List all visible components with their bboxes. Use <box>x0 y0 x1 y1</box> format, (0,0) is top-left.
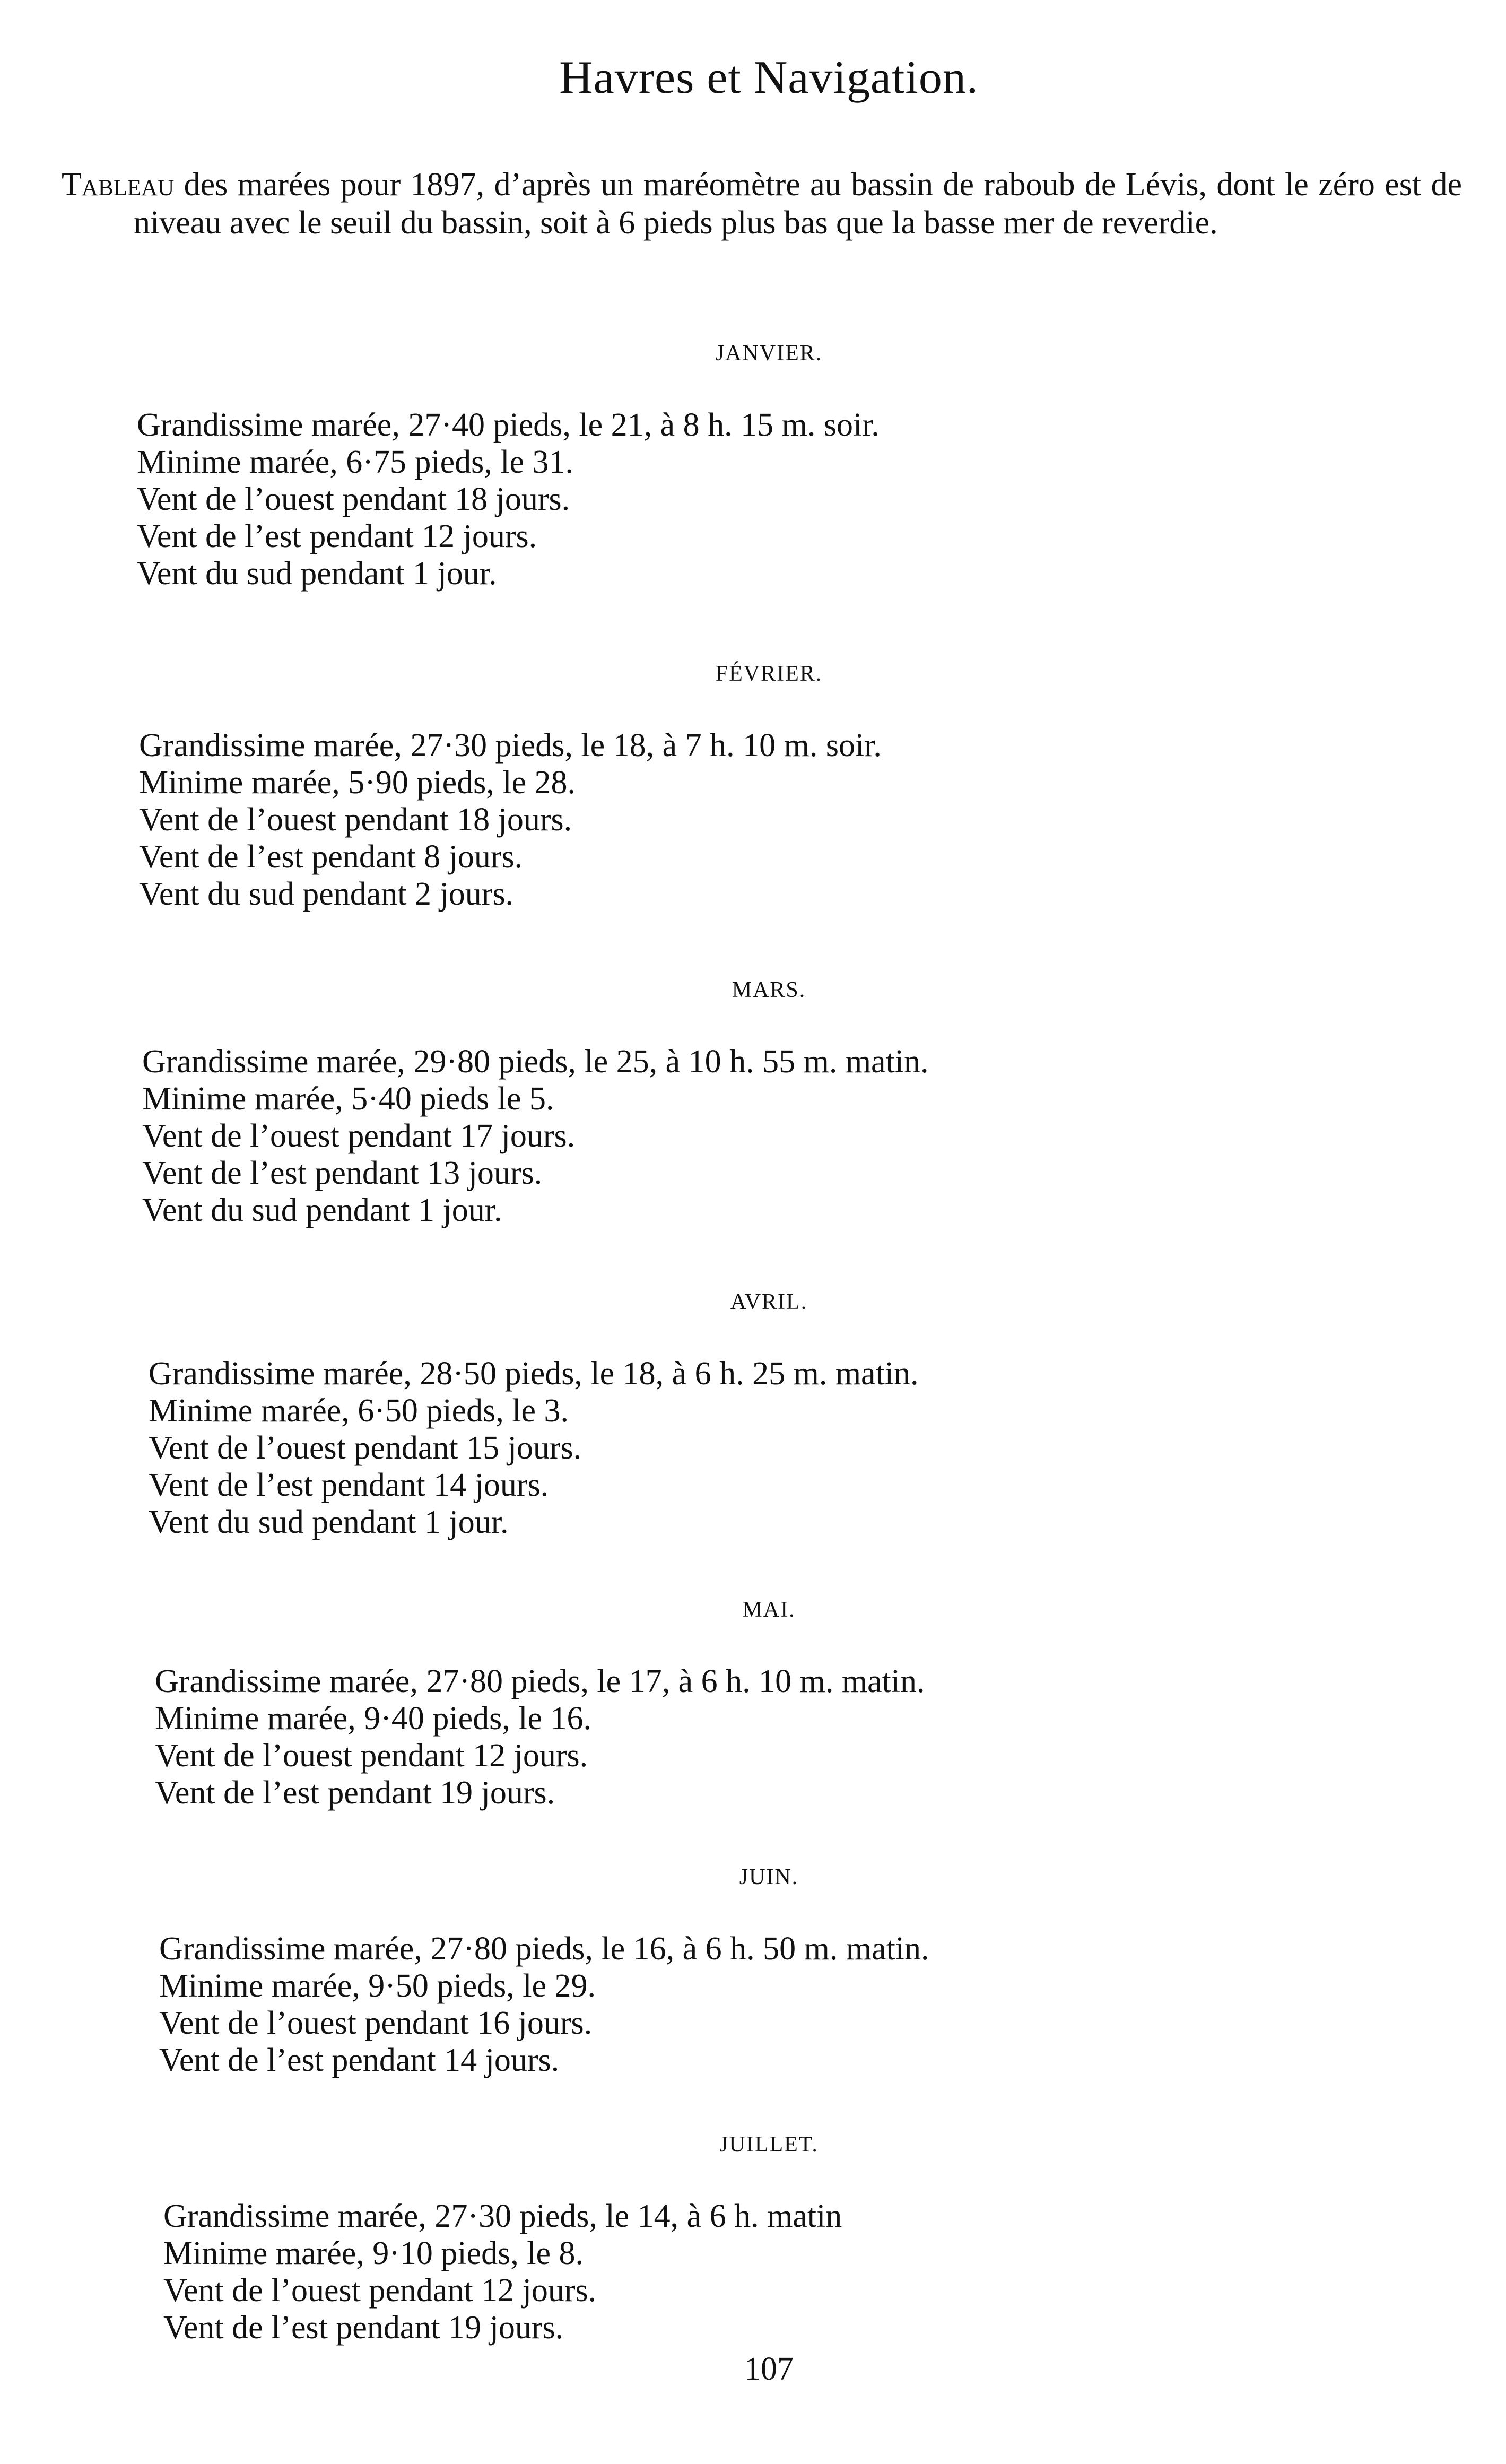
min-tide-line: Minime marée, 9·10 pieds, le 8. <box>163 2235 584 2271</box>
intro-paragraph <box>62 166 1462 242</box>
month-section-fevrier <box>0 658 1506 913</box>
west-wind-line: Vent de l’ouest pendant 17 jours. <box>142 1118 576 1154</box>
month-entries <box>0 727 1506 913</box>
min-tide-line: Minime marée, 9·50 pieds, le 29. <box>159 1968 596 2004</box>
month-entries <box>0 1663 1506 1811</box>
max-tide-line: Grandissime marée, 27·80 pieds, le 16, à 6 h. 50 m. matin. <box>159 1931 929 1967</box>
month-heading: FÉVRIER. <box>715 662 823 686</box>
page-number: 107 <box>744 2351 794 2387</box>
min-tide-line: Minime marée, 5·40 pieds le 5. <box>142 1081 554 1117</box>
running-head: Havres et Navigation. <box>559 52 979 103</box>
month-heading: JUIN. <box>739 1865 799 1889</box>
west-wind-line: Vent de l’ouest pendant 16 jours. <box>159 2005 593 2041</box>
east-wind-line: Vent de l’est pendant 19 jours. <box>163 2310 564 2346</box>
south-wind-line: Vent du sud pendant 1 jour. <box>142 1192 502 1228</box>
min-tide-line: Minime marée, 9·40 pieds, le 16. <box>155 1700 592 1737</box>
month-section-mars <box>0 974 1506 1229</box>
month-heading: MAI. <box>742 1598 796 1622</box>
east-wind-line: Vent de l’est pendant 8 jours. <box>139 839 523 875</box>
month-section-janvier <box>0 337 1506 592</box>
south-wind-line: Vent du sud pendant 2 jours. <box>139 876 514 912</box>
max-tide-line: Grandissime marée, 29·80 pieds, le 25, à 10 h. 55 m. matin. <box>142 1044 929 1080</box>
month-entries <box>0 1355 1506 1541</box>
month-section-mai <box>0 1594 1506 1811</box>
month-heading: MARS. <box>732 978 806 1002</box>
west-wind-line: Vent de l’ouest pendant 12 jours. <box>155 1738 588 1774</box>
month-entries <box>0 2198 1506 2346</box>
max-tide-line: Grandissime marée, 28·50 pieds, le 18, à 6 h. 25 m. matin. <box>149 1356 919 1392</box>
east-wind-line: Vent de l’est pendant 12 jours. <box>137 518 537 554</box>
min-tide-line: Minime marée, 5·90 pieds, le 28. <box>139 765 576 801</box>
max-tide-line: Grandissime marée, 27·80 pieds, le 17, à 6 h. 10 m. matin. <box>155 1663 925 1699</box>
month-section-juillet <box>0 2129 1506 2346</box>
table-intro <box>62 166 1462 242</box>
month-entries <box>0 1043 1506 1229</box>
intro-lead-word: Tableau <box>62 167 175 203</box>
min-tide-line: Minime marée, 6·50 pieds, le 3. <box>149 1393 569 1429</box>
month-entries <box>0 406 1506 592</box>
month-heading: AVRIL. <box>730 1290 808 1314</box>
month-section-juin <box>0 1861 1506 2079</box>
max-tide-line: Grandissime marée, 27·40 pieds, le 21, à 8 h. 15 m. soir. <box>137 407 880 443</box>
month-section-avril <box>0 1286 1506 1541</box>
month-heading: JANVIER. <box>715 341 823 366</box>
south-wind-line: Vent du sud pendant 1 jour. <box>137 556 497 592</box>
max-tide-line: Grandissime marée, 27·30 pieds, le 18, à 7 h. 10 m. soir. <box>139 727 882 764</box>
south-wind-line: Vent du sud pendant 1 jour. <box>149 1504 509 1540</box>
west-wind-line: Vent de l’ouest pendant 18 jours. <box>139 802 572 838</box>
west-wind-line: Vent de l’ouest pendant 18 jours. <box>137 481 570 517</box>
west-wind-line: Vent de l’ouest pendant 15 jours. <box>149 1430 582 1466</box>
month-heading: JUILLET. <box>719 2132 819 2157</box>
month-entries <box>0 1930 1506 2079</box>
east-wind-line: Vent de l’est pendant 13 jours. <box>142 1155 543 1191</box>
east-wind-line: Vent de l’est pendant 19 jours. <box>155 1775 555 1811</box>
min-tide-line: Minime marée, 6·75 pieds, le 31. <box>137 444 574 480</box>
east-wind-line: Vent de l’est pendant 14 jours. <box>149 1467 549 1503</box>
west-wind-line: Vent de l’ouest pendant 12 jours. <box>163 2272 597 2309</box>
east-wind-line: Vent de l’est pendant 14 jours. <box>159 2042 560 2078</box>
intro-text: des marées pour 1897, d’après un maréomètre au bassin de raboub de Lévis, dont le zéro est de niveau avec le seuil du bassin, soit à 6 pieds plus bas que la basse mer de reverdie. <box>134 167 1462 241</box>
max-tide-line: Grandissime marée, 27·30 pieds, le 14, à 6 h. matin <box>163 2198 842 2234</box>
